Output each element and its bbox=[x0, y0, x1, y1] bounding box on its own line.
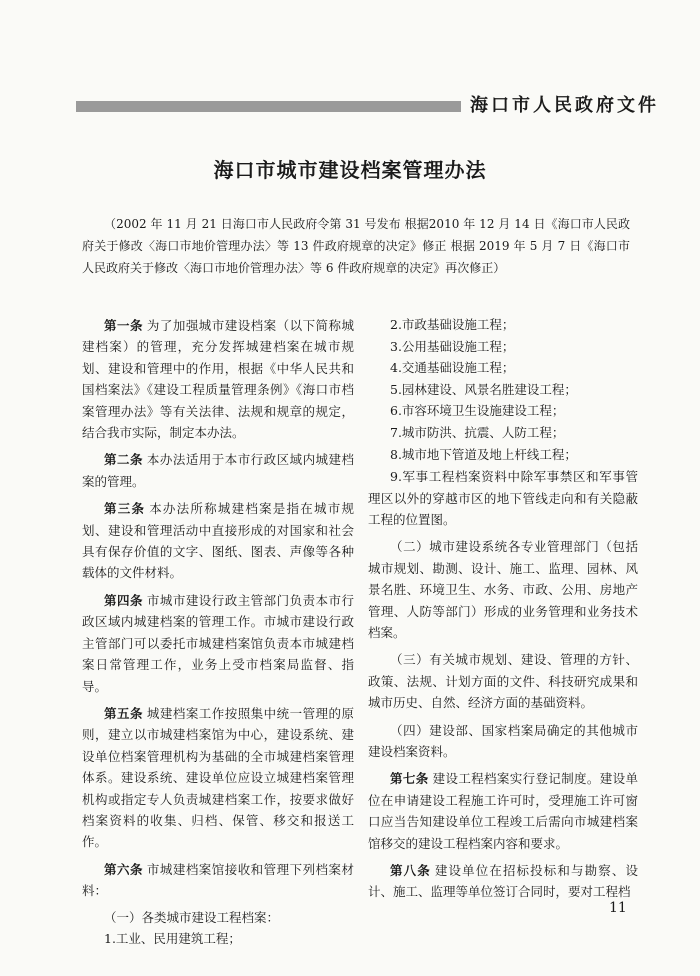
list-item bbox=[368, 423, 638, 444]
article-2 bbox=[82, 449, 354, 492]
article-text: 市城建档案馆接收和管理下列档案材料： bbox=[82, 861, 354, 899]
article-4 bbox=[82, 590, 354, 697]
item-text: （三）有关城市规划、建设、管理的方针、政策、法规、计划方面的文件、科技研究成果和城市历史、自然、经济方面的基础资料。 bbox=[368, 652, 638, 711]
article-text: 建设单位在招标投标和与勘察、设计、施工、监理等单位签订合同时，要对工程档 bbox=[368, 863, 638, 900]
list-item bbox=[368, 315, 638, 336]
item-text: 7.城市防洪、抗震、人防工程； bbox=[390, 424, 565, 440]
left-column bbox=[82, 315, 354, 951]
article-text: 建设工程档案实行登记制度。建设单位在申请建设工程施工许可时，受理施工许可窗口应当告知建设单位工程竣工后需向市城建档案馆移交的建设工程档案内容和要求。 bbox=[368, 771, 638, 851]
article-label: 第七条 bbox=[390, 771, 429, 787]
list-item bbox=[368, 380, 638, 401]
article-label: 第一条 bbox=[104, 318, 143, 333]
item-text: （一）各类城市建设工程档案： bbox=[104, 909, 280, 925]
item-text: 3.公用基础设施工程； bbox=[390, 338, 515, 354]
article-text: 为了加强城市建设档案（以下简称城建档案）的管理，充分发挥城建档案在城市规划、建设和管理中的作用，根据《中华人民共和国档案法》《建设工程质量管理条例》《海口市档案管理办法》等有关法律、法规和规章的规定，结合我市实际，制定本办法。 bbox=[82, 318, 354, 441]
article-1 bbox=[82, 315, 354, 443]
list-item bbox=[368, 466, 638, 530]
item-text: 6.市容环境卫生设施建设工程； bbox=[390, 403, 565, 419]
item-text: （二）城市建设系统各专业管理部门（包括城市规划、勘测、设计、施工、监理、园林、风景名胜、环境卫生、水务、市政、公用、房地产管理、人防等部门）形成的业务管理和业务技术档案。 bbox=[368, 539, 638, 640]
article-text: 本办法适用于本市行政区域内城建档案的管理。 bbox=[82, 452, 354, 489]
list-item bbox=[368, 445, 638, 466]
document-title: 海口市城市建设档案管理办法 bbox=[213, 158, 487, 182]
article-5 bbox=[82, 703, 354, 853]
item-text: （四）建设部、国家档案局确定的其他城市建设档案资料。 bbox=[368, 722, 638, 760]
list-item bbox=[368, 536, 638, 643]
list-item bbox=[368, 649, 638, 713]
article-7 bbox=[368, 768, 638, 854]
article-label: 第五条 bbox=[104, 705, 143, 721]
article-label: 第三条 bbox=[104, 501, 146, 517]
item-text: 9.军事工程档案资料中除军事禁区和军事管理区以外的穿越市区的地下管线走向和有关隐蔽工程的位置图。 bbox=[368, 469, 638, 527]
article-label: 第四条 bbox=[104, 592, 143, 608]
article-text: 本办法所称城建档案是指在城市规划、建设和管理活动中直接形成的对国家和社会具有保存价值的文字、图纸、图表、声像等各种载体的文件材料。 bbox=[82, 501, 354, 581]
item-text: 8.城市地下管道及地上杆线工程； bbox=[390, 446, 577, 462]
article-6 bbox=[82, 859, 354, 902]
list-item bbox=[368, 358, 638, 379]
page-number: 11 bbox=[609, 900, 627, 916]
list-item bbox=[368, 401, 638, 422]
article-label: 第六条 bbox=[104, 861, 143, 877]
list-item bbox=[368, 720, 638, 763]
article-label: 第八条 bbox=[390, 863, 431, 879]
article-8 bbox=[368, 860, 638, 903]
item-text: 2.市政基础设施工程； bbox=[390, 317, 515, 332]
header-rule bbox=[76, 101, 461, 112]
list-item bbox=[368, 337, 638, 358]
right-column bbox=[368, 315, 638, 909]
item-text: 1.工业、民用建筑工程； bbox=[104, 931, 241, 947]
header-title: 海口市人民政府文件 bbox=[470, 95, 659, 116]
item-text: 4.交通基础设施工程； bbox=[390, 360, 515, 376]
article-3 bbox=[82, 498, 354, 584]
article-text: 市城市建设行政主管部门负责本市行政区域内城建档案的管理工作。市城市建设行政主管部门可以委托市城建档案馆负责本市城建档案日常管理工作，业务上受市档案局监督、指导。 bbox=[82, 592, 354, 694]
preamble: （2002 年 11 月 21 日海口市人民政府令第 31 号发布 根据2010 年 12 月 14 日《海口市人民政府关于修改〈海口市地价管理办法〉等 13 件政府规章的决定》修正 根据 2019 年 5 月 7 日《海口市人民政府关于修改〈海口市地价管理办法〉等 6 件政府规章的决定》再次修正） bbox=[82, 217, 630, 275]
list-item bbox=[82, 908, 354, 929]
item-text: 5.园林建设、风景名胜建设工程； bbox=[390, 381, 577, 397]
article-text: 城建档案工作按照集中统一管理的原则，建立以市城建档案馆为中心，建设系统、建设单位档案管理机构为基础的全市城建档案管理体系。建设系统、建设单位应设立城建档案管理机构或指定专人负责城建档案工作，按要求做好档案资料的收集、归档、保管、移交和报送工作。 bbox=[82, 705, 354, 850]
list-item bbox=[82, 929, 354, 950]
article-label: 第二条 bbox=[104, 452, 143, 468]
